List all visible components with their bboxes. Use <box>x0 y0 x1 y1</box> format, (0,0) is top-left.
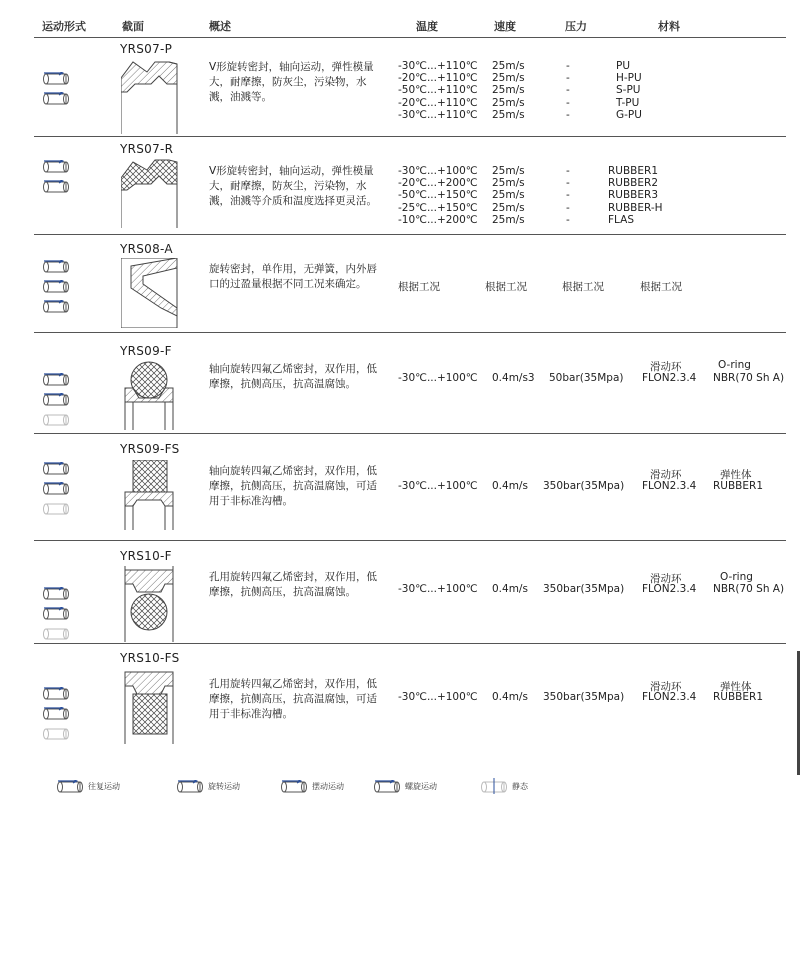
legend-reciprocating <box>56 778 120 796</box>
speed-list: 25m/s 25m/s 25m/s 25m/s 25m/s <box>492 60 525 121</box>
row-description: 孔用旋转四氟乙烯密封，双作用，低摩擦，抗侧高压，抗高温腐蚀，可适用于非标准沟槽。 <box>209 678 377 720</box>
row-description: 轴向旋转四氟乙烯密封，双作用，低摩擦，抗侧高压，抗高温腐蚀，可适用于非标准沟槽。 <box>209 465 377 507</box>
header-temperature: 温度 <box>416 20 438 33</box>
motion-icon <box>42 687 70 743</box>
temperature-value: -30℃...+100℃ <box>398 480 478 492</box>
motion-icon <box>42 72 70 108</box>
section-drawing <box>121 668 181 744</box>
pressure-value: 350bar(35Mpa) <box>543 691 625 703</box>
material-value-2: NBR(70 Sh A) <box>713 372 785 384</box>
header-motion: 运动形式 <box>42 20 86 33</box>
material-value-2: RUBBER1 <box>713 480 763 492</box>
row-description: V形旋转密封，轴向运动，弹性模量大，耐摩擦，防灰尘，污染物，水溅，油溅等。 <box>209 61 374 103</box>
material-head-2: O-ring <box>720 571 753 583</box>
material-list: PU H-PU S-PU T-PU G-PU <box>616 60 642 121</box>
temperature-value: -30℃...+100℃ <box>398 691 478 703</box>
motion-icon <box>42 587 70 643</box>
material-value-2: NBR(70 Sh A) <box>713 583 785 595</box>
material-head-1: 滑动环 <box>650 361 682 373</box>
pressure-value: 根据工况 <box>562 281 604 293</box>
header-speed: 速度 <box>494 20 516 33</box>
legend-helical <box>373 778 437 796</box>
row-divider <box>34 643 786 644</box>
temperature-value: 根据工况 <box>398 281 440 293</box>
product-code: YRS10-FS <box>120 651 180 665</box>
product-code: YRS09-FS <box>120 442 180 456</box>
row-divider <box>34 234 786 235</box>
header-pressure: 压力 <box>565 20 587 33</box>
material-value-1: FLON2.3.4 <box>642 480 697 492</box>
material-head-2: 弹性体 <box>720 681 752 693</box>
speed-value: 0.4m/s <box>492 583 528 595</box>
header-section: 截面 <box>122 20 144 33</box>
motion-icon <box>42 373 70 429</box>
legend-label: 摆动运动 <box>312 782 344 791</box>
speed-list: 25m/s 25m/s 25m/s 25m/s 25m/s <box>492 165 525 226</box>
product-code: YRS10-F <box>120 549 172 563</box>
material-value-1: FLON2.3.4 <box>642 691 697 703</box>
section-drawing <box>121 156 181 228</box>
material-value-1: FLON2.3.4 <box>642 372 697 384</box>
static-icon <box>480 778 508 794</box>
product-code: YRS07-P <box>120 42 173 56</box>
temperature-value: -30℃...+100℃ <box>398 372 478 384</box>
row-divider <box>34 433 786 434</box>
header-divider <box>34 37 786 38</box>
pressure-value: 350bar(35Mpa) <box>543 480 625 492</box>
speed-value: 根据工况 <box>485 281 527 293</box>
legend-static <box>480 778 528 796</box>
motion-icon <box>42 462 70 518</box>
motion-icon <box>42 160 70 196</box>
material-head-1: 滑动环 <box>650 573 682 585</box>
speed-value: 0.4m/s <box>492 691 528 703</box>
legend-oscillating <box>280 778 344 796</box>
material-head-1: 滑动环 <box>650 681 682 693</box>
row-description: 孔用旋转四氟乙烯密封，双作用，低摩擦，抗侧高压，抗高温腐蚀。 <box>209 571 377 598</box>
material-list: RUBBER1 RUBBER2 RUBBER3 RUBBER-H FLAS <box>608 165 663 226</box>
legend-label: 静态 <box>512 782 528 791</box>
row-description: 旋转密封，单作用，无弹簧，内外唇口的过盈量根据不同工况来确定。 <box>209 263 377 290</box>
section-drawing <box>121 460 181 530</box>
product-code: YRS08-A <box>120 242 173 256</box>
section-drawing <box>121 358 181 430</box>
temperature-value: -30℃...+100℃ <box>398 583 478 595</box>
row-divider <box>34 136 786 137</box>
speed-value: 0.4m/s <box>492 480 528 492</box>
pressure-list: - - - - - <box>566 165 570 226</box>
section-drawing <box>121 258 181 328</box>
speed-value: 0.4m/s3 <box>492 372 535 384</box>
helical-icon <box>373 778 401 794</box>
legend-label: 往复运动 <box>88 782 120 791</box>
product-code: YRS07-R <box>120 142 174 156</box>
oscillating-icon <box>280 778 308 794</box>
pressure-list: - - - - - <box>566 60 570 121</box>
header-description: 概述 <box>209 20 231 33</box>
material-head-2: O-ring <box>718 359 751 371</box>
row-divider <box>34 332 786 333</box>
material-value: 根据工况 <box>640 281 682 293</box>
legend-rotary <box>176 778 240 796</box>
legend-label: 旋转运动 <box>208 782 240 791</box>
temperature-list: -30℃...+110℃ -20℃...+110℃ -50℃...+110℃ -20℃...+110℃ -30℃...+110℃ <box>398 60 478 121</box>
section-drawing <box>121 58 181 134</box>
material-value-2: RUBBER1 <box>713 691 763 703</box>
row-divider <box>34 540 786 541</box>
rotary-icon <box>176 778 204 794</box>
motion-icon <box>42 260 70 316</box>
reciprocating-icon <box>56 778 84 794</box>
temperature-list: -30℃...+100℃ -20℃...+200℃ -50℃...+150℃ -25℃...+150℃ -10℃...+200℃ <box>398 165 478 226</box>
legend-label: 螺旋运动 <box>405 782 437 791</box>
row-description: 轴向旋转四氟乙烯密封，双作用，低摩擦，抗侧高压，抗高温腐蚀。 <box>209 363 377 390</box>
pressure-value: 50bar(35Mpa) <box>549 372 624 384</box>
row-description: V形旋转密封，轴向运动，弹性模量大，耐摩擦，防灰尘，污染物，水溅，油溅等介质和温度选择更灵活。 <box>209 165 377 207</box>
material-head-1: 滑动环 <box>650 469 682 481</box>
header-material: 材料 <box>658 20 680 33</box>
section-drawing <box>121 566 181 642</box>
material-head-2: 弹性体 <box>720 469 752 481</box>
pressure-value: 350bar(35Mpa) <box>543 583 625 595</box>
product-code: YRS09-F <box>120 344 172 358</box>
material-value-1: FLON2.3.4 <box>642 583 697 595</box>
